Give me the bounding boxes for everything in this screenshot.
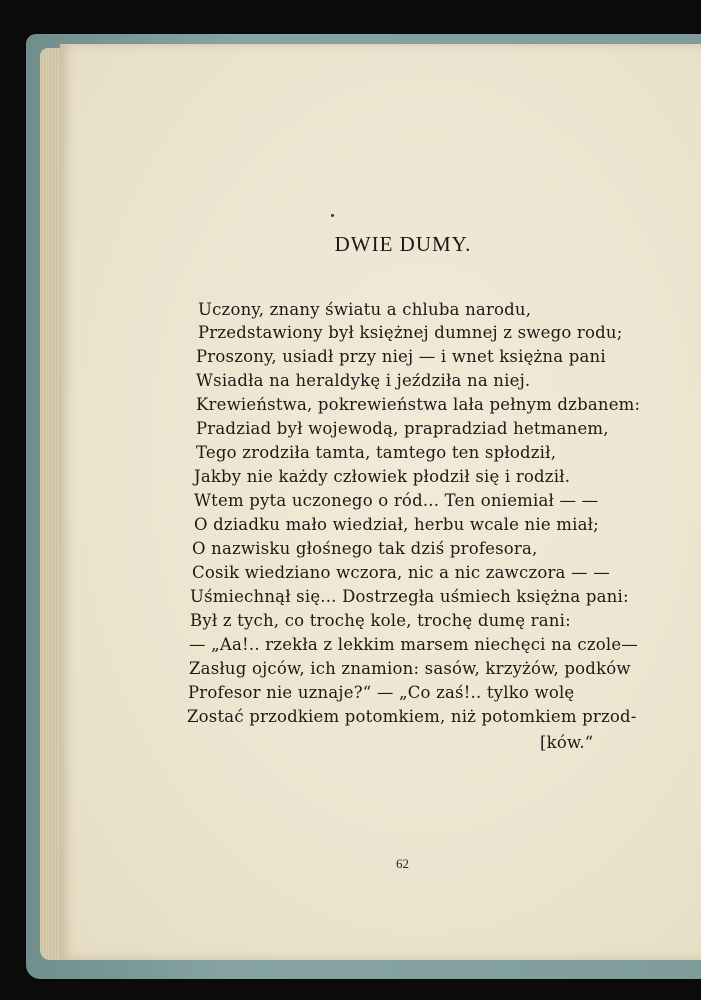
poem-line: Krewieństwa, pokrewieństwa lała pełnym dzbanem: <box>196 395 641 414</box>
poem-line: O nazwisku głośnego tak dziś profesora, <box>192 539 538 558</box>
poem-line: Zostać przodkiem potomkiem, niż potomkiem przod- <box>187 707 637 726</box>
poem-line: — „Aa!.. rzekła z lekkim marsem niechęci na czole— <box>189 635 639 654</box>
poem-line: [ków.“ <box>540 733 594 752</box>
poem-line: Wtem pyta uczonego o ród... Ten oniemiał — — <box>194 491 599 510</box>
poem-line: Proszony, usiadł przy niej — i wnet księżna pani <box>196 347 606 366</box>
poem-line: Profesor nie uznaje?“ — „Co zaś!.. tylko wolę <box>188 683 575 702</box>
poem-line: O dziadku mało wiedział, herbu wcale nie miał; <box>194 515 599 534</box>
poem-line: Tego zrodziła tamta, tamtego ten spłodził, <box>196 443 557 462</box>
poem-line: Przedstawiony był księżnej dumnej z swego rodu; <box>198 323 623 342</box>
poem-line: Pradziad był wojewodą, prapradziad hetmanem, <box>196 419 609 438</box>
ink-speck <box>331 214 334 217</box>
poem-line: Był z tych, co trochę kole, trochę dumę rani: <box>190 611 571 630</box>
poem-line: Zasług ojców, ich znamion: sasów, krzyżów, podków <box>189 659 631 678</box>
poem-line: Cosik wiedziano wczora, nic a nic zawczora — — <box>192 563 610 582</box>
poem-line: Wsiadła na heraldykę i jeździła na niej. <box>196 371 531 390</box>
poem-line: Uczony, znany światu a chluba narodu, <box>198 300 532 319</box>
page-number: 62 <box>396 856 409 871</box>
poem-title: DWIE DUMY. <box>334 232 472 256</box>
poem-line: Jakby nie każdy człowiek płodził się i rodził. <box>194 467 571 486</box>
poem-line: Uśmiechnął się... Dostrzegła uśmiech księżna pani: <box>190 587 629 606</box>
